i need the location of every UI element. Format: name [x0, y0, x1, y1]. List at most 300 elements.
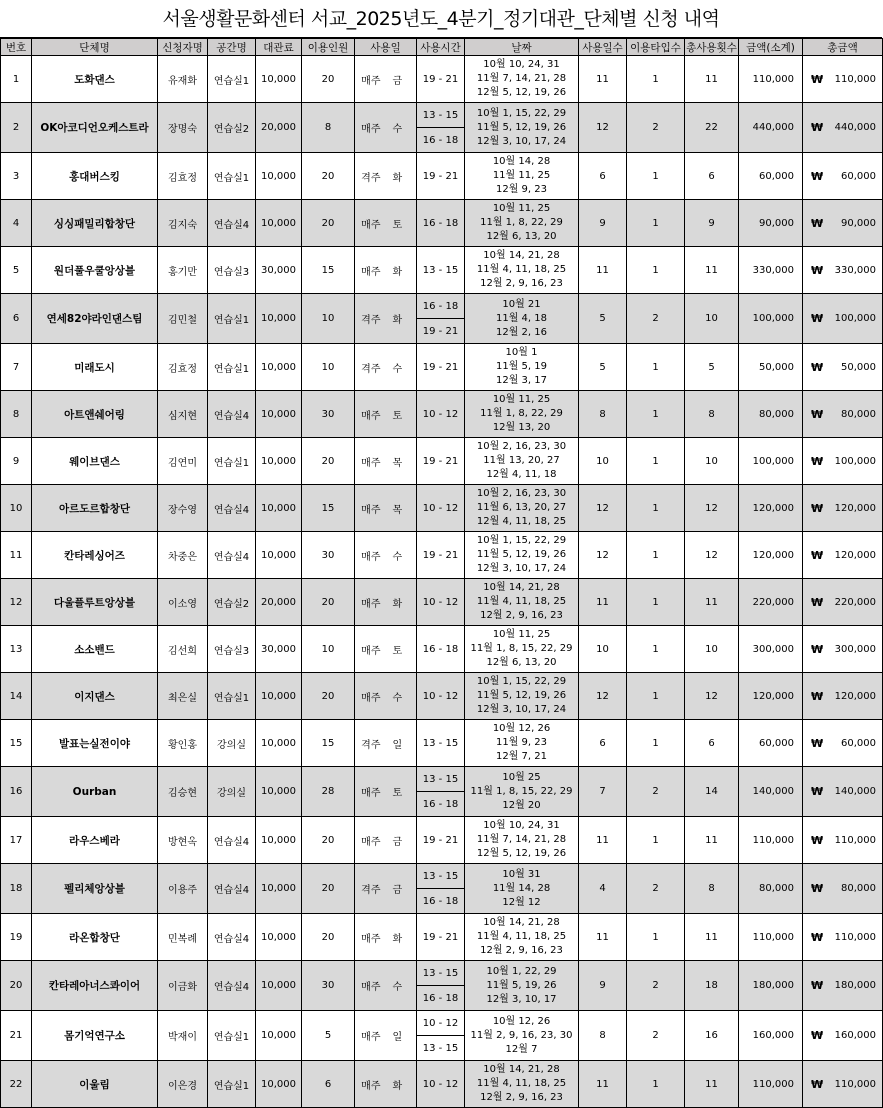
usage-type-count: 1: [627, 344, 685, 391]
grand-total-amount: 160,000: [820, 1011, 883, 1061]
rental-fee: 10,000: [256, 344, 302, 391]
applicant-name: 민복례: [158, 914, 208, 961]
applicant-name: 김효정: [158, 344, 208, 391]
usage-dates: [465, 103, 579, 153]
usage-weekday: 일: [387, 1011, 417, 1061]
date-line: 11월 5, 12, 19, 26: [476, 549, 567, 560]
group-name: 펠리체앙상블: [32, 864, 158, 914]
rental-fee: 30,000: [256, 626, 302, 673]
date-line: 11월 5, 12, 19, 26: [476, 690, 567, 701]
usage-type-count: 1: [627, 247, 685, 294]
usage-type-count: 2: [627, 961, 685, 1011]
space-name: 연습실4: [208, 485, 256, 532]
usage-days: 7: [579, 767, 627, 817]
applicant-name: 이금화: [158, 961, 208, 1011]
usage-days: 12: [579, 103, 627, 153]
usage-time: 19 - 21: [417, 914, 465, 961]
currency-symbol: ₩: [803, 864, 820, 914]
usage-cycle: 격주: [355, 344, 387, 391]
total-use-count: 11: [685, 247, 739, 294]
row-number: 3: [1, 153, 32, 200]
group-name: 라우스베라: [32, 817, 158, 864]
usage-type-count: 1: [627, 579, 685, 626]
date-line: 12월 5, 12, 19, 26: [476, 87, 567, 98]
grand-total-amount: 220,000: [820, 579, 883, 626]
usage-cycle: 격주: [355, 153, 387, 200]
subtotal-amount: 60,000: [739, 153, 803, 200]
subtotal-amount: 120,000: [739, 485, 803, 532]
date-line: 10월 12, 26: [492, 723, 551, 734]
subtotal-amount: 220,000: [739, 579, 803, 626]
date-line: 10월 14, 21, 28: [483, 917, 560, 928]
date-line: 12월 7: [505, 1043, 538, 1055]
date-line: 12월 6, 13, 20: [486, 657, 557, 668]
table-row: [1, 344, 883, 391]
table-row: [1, 579, 883, 626]
usage-days: 12: [579, 532, 627, 579]
applicant-name: 유재화: [158, 56, 208, 103]
table-row: [1, 247, 883, 294]
total-use-count: 14: [685, 767, 739, 817]
date-line: 12월 6, 13, 20: [486, 231, 557, 242]
date-line: 12월 2, 9, 16, 23: [480, 278, 563, 289]
date-line: 10월 10, 24, 31: [483, 820, 560, 831]
applicant-name: 이소영: [158, 579, 208, 626]
grand-total-amount: 80,000: [820, 864, 883, 914]
table-row: [1, 961, 883, 986]
applicant-name: 김지숙: [158, 200, 208, 247]
usage-dates: [465, 485, 579, 532]
table-row: [1, 1011, 883, 1036]
applicant-name: 장수영: [158, 485, 208, 532]
rental-fee: 10,000: [256, 961, 302, 1011]
usage-time-second: 13 - 15: [417, 1036, 465, 1061]
subtotal-amount: 330,000: [739, 247, 803, 294]
group-name: 라온합창단: [32, 914, 158, 961]
usage-dates: [465, 720, 579, 767]
grand-total-amount: 300,000: [820, 626, 883, 673]
usage-dates: [465, 532, 579, 579]
rental-fee: 20,000: [256, 579, 302, 626]
usage-time: 19 - 21: [417, 438, 465, 485]
date-line: 12월 20: [502, 799, 541, 811]
usage-type-count: 1: [627, 532, 685, 579]
group-name: 미래도시: [32, 344, 158, 391]
date-line: 10월 11, 25: [492, 394, 551, 405]
total-use-count: 10: [685, 294, 739, 344]
date-line: 11월 4, 11, 18, 25: [476, 1078, 567, 1089]
grand-total-amount: 120,000: [820, 485, 883, 532]
row-number: 2: [1, 103, 32, 153]
total-use-count: 11: [685, 817, 739, 864]
date-line: 11월 5, 19, 26: [486, 979, 557, 991]
rental-fee: 10,000: [256, 720, 302, 767]
date-line: 11월 6, 13, 20, 27: [476, 502, 567, 513]
people-count: 15: [302, 485, 355, 532]
rental-fee: 10,000: [256, 391, 302, 438]
usage-type-count: 2: [627, 767, 685, 817]
usage-cycle: 격주: [355, 720, 387, 767]
space-name: 강의실: [208, 767, 256, 817]
row-number: 5: [1, 247, 32, 294]
date-line: 10월 25: [502, 771, 541, 783]
header-total-uses: 총사용횟수: [685, 39, 739, 56]
group-name: 다울플루트앙상블: [32, 579, 158, 626]
usage-dates: [465, 247, 579, 294]
date-line: 10월 21: [502, 298, 541, 310]
usage-time-second: 16 - 18: [417, 128, 465, 153]
usage-time: 19 - 21: [417, 56, 465, 103]
usage-cycle: 매주: [355, 200, 387, 247]
usage-time-second: 16 - 18: [417, 889, 465, 914]
group-name: 칸타레아너스콰이어: [32, 961, 158, 1011]
group-name: 아르도르합창단: [32, 485, 158, 532]
header-usage-day: 사용일: [355, 39, 417, 56]
people-count: 20: [302, 56, 355, 103]
space-name: 연습실4: [208, 532, 256, 579]
table-row: [1, 1061, 883, 1108]
people-count: 20: [302, 579, 355, 626]
row-number: 15: [1, 720, 32, 767]
date-line: 12월 2, 16: [495, 326, 547, 338]
usage-time: 16 - 18: [417, 294, 465, 319]
usage-days: 11: [579, 56, 627, 103]
usage-type-count: 2: [627, 1011, 685, 1061]
usage-weekday: 화: [387, 579, 417, 626]
group-name: 칸타레싱어즈: [32, 532, 158, 579]
usage-time: 10 - 12: [417, 1061, 465, 1108]
grand-total-amount: 120,000: [820, 673, 883, 720]
people-count: 5: [302, 1011, 355, 1061]
people-count: 30: [302, 391, 355, 438]
usage-type-count: 1: [627, 626, 685, 673]
date-line: 12월 4, 11, 18, 25: [476, 516, 567, 527]
usage-dates: [465, 1061, 579, 1108]
usage-dates: [465, 767, 579, 817]
table-row: [1, 914, 883, 961]
usage-days: 11: [579, 1061, 627, 1108]
currency-symbol: ₩: [803, 485, 820, 532]
date-line: 12월 5, 12, 19, 26: [476, 848, 567, 859]
header-days: 사용일수: [579, 39, 627, 56]
usage-time: 10 - 12: [417, 673, 465, 720]
subtotal-amount: 80,000: [739, 391, 803, 438]
rental-fee: 10,000: [256, 532, 302, 579]
space-name: 강의실: [208, 720, 256, 767]
space-name: 연습실3: [208, 626, 256, 673]
usage-days: 6: [579, 720, 627, 767]
rental-fee: 10,000: [256, 864, 302, 914]
group-name: 소소밴드: [32, 626, 158, 673]
subtotal-amount: 80,000: [739, 864, 803, 914]
date-line: 10월 2, 16, 23, 30: [476, 488, 567, 499]
date-line: 11월 1, 8, 22, 29: [480, 217, 563, 228]
usage-weekday: 화: [387, 247, 417, 294]
subtotal-amount: 120,000: [739, 673, 803, 720]
total-use-count: 22: [685, 103, 739, 153]
sheet-title: 서울생활문화센터 서교_2025년도_4분기_정기대관_단체별 신청 내역: [0, 0, 882, 38]
date-line: 12월 2, 9, 16, 23: [480, 610, 563, 621]
people-count: 15: [302, 720, 355, 767]
applicant-name: 최은실: [158, 673, 208, 720]
total-use-count: 11: [685, 1061, 739, 1108]
header-date: 날짜: [465, 39, 579, 56]
date-line: 11월 1, 8, 15, 22, 29: [470, 785, 573, 797]
row-number: 22: [1, 1061, 32, 1108]
currency-symbol: ₩: [803, 438, 820, 485]
space-name: 연습실2: [208, 103, 256, 153]
space-name: 연습실1: [208, 438, 256, 485]
total-use-count: 8: [685, 391, 739, 438]
space-name: 연습실2: [208, 579, 256, 626]
total-use-count: 5: [685, 344, 739, 391]
usage-weekday: 화: [387, 153, 417, 200]
date-line: 10월 14, 21, 28: [483, 250, 560, 261]
usage-cycle: 매주: [355, 1011, 387, 1061]
subtotal-amount: 90,000: [739, 200, 803, 247]
date-line: 12월 7, 21: [495, 751, 547, 762]
currency-symbol: ₩: [803, 767, 820, 817]
total-use-count: 12: [685, 485, 739, 532]
subtotal-amount: 110,000: [739, 817, 803, 864]
currency-symbol: ₩: [803, 294, 820, 344]
usage-type-count: 2: [627, 294, 685, 344]
date-line: 10월 1, 22, 29: [486, 965, 557, 977]
people-count: 20: [302, 673, 355, 720]
usage-time: 13 - 15: [417, 247, 465, 294]
usage-days: 11: [579, 579, 627, 626]
date-line: 10월 1, 15, 22, 29: [476, 676, 567, 687]
usage-weekday: 금: [387, 864, 417, 914]
people-count: 28: [302, 767, 355, 817]
row-number: 17: [1, 817, 32, 864]
usage-dates: [465, 294, 579, 344]
group-name: Ourban: [32, 767, 158, 817]
currency-symbol: ₩: [803, 914, 820, 961]
usage-weekday: 금: [387, 817, 417, 864]
space-name: 연습실4: [208, 817, 256, 864]
usage-dates: [465, 817, 579, 864]
row-number: 9: [1, 438, 32, 485]
usage-type-count: 1: [627, 56, 685, 103]
usage-weekday: 일: [387, 720, 417, 767]
usage-cycle: 매주: [355, 438, 387, 485]
usage-weekday: 목: [387, 485, 417, 532]
usage-days: 9: [579, 200, 627, 247]
rental-fee: 10,000: [256, 767, 302, 817]
grand-total-amount: 100,000: [820, 294, 883, 344]
usage-dates: [465, 391, 579, 438]
date-line: 10월 2, 16, 23, 30: [476, 441, 567, 452]
usage-weekday: 수: [387, 961, 417, 1011]
date-line: 11월 4, 11, 18, 25: [476, 931, 567, 942]
table-row: [1, 720, 883, 767]
rental-fee: 10,000: [256, 1011, 302, 1061]
grand-total-amount: 110,000: [820, 914, 883, 961]
usage-cycle: 매주: [355, 485, 387, 532]
rental-fee: 10,000: [256, 914, 302, 961]
date-line: 11월 9, 23: [495, 737, 547, 748]
subtotal-amount: 110,000: [739, 1061, 803, 1108]
rental-fee: 30,000: [256, 247, 302, 294]
row-number: 19: [1, 914, 32, 961]
usage-type-count: 1: [627, 153, 685, 200]
rental-fee: 10,000: [256, 1061, 302, 1108]
usage-weekday: 화: [387, 914, 417, 961]
total-use-count: 12: [685, 673, 739, 720]
group-name: 싱싱패밀리합창단: [32, 200, 158, 247]
usage-weekday: 화: [387, 294, 417, 344]
application-table: [0, 38, 883, 1108]
header-time: 사용시간: [417, 39, 465, 56]
usage-weekday: 토: [387, 391, 417, 438]
date-line: 12월 3, 10, 17, 24: [476, 135, 567, 147]
usage-weekday: 수: [387, 103, 417, 153]
date-line: 12월 2, 9, 16, 23: [480, 1092, 563, 1103]
date-line: 11월 7, 14, 21, 28: [476, 73, 567, 84]
rental-fee: 10,000: [256, 485, 302, 532]
currency-symbol: ₩: [803, 579, 820, 626]
header-subtotal: 금액(소계): [739, 39, 803, 56]
applicant-name: 장명숙: [158, 103, 208, 153]
usage-dates: [465, 344, 579, 391]
row-number: 10: [1, 485, 32, 532]
usage-cycle: 매주: [355, 579, 387, 626]
header-grand-total: 총금액: [803, 39, 883, 56]
date-line: 12월 3, 10, 17: [486, 993, 557, 1005]
usage-time: 16 - 18: [417, 200, 465, 247]
grand-total-amount: 50,000: [820, 344, 883, 391]
row-number: 8: [1, 391, 32, 438]
usage-weekday: 수: [387, 344, 417, 391]
grand-total-amount: 100,000: [820, 438, 883, 485]
row-number: 12: [1, 579, 32, 626]
currency-symbol: ₩: [803, 626, 820, 673]
date-line: 11월 1, 8, 22, 29: [480, 408, 563, 419]
space-name: 연습실1: [208, 56, 256, 103]
usage-dates: [465, 153, 579, 200]
table-row: [1, 294, 883, 319]
usage-cycle: 매주: [355, 626, 387, 673]
row-number: 18: [1, 864, 32, 914]
usage-dates: [465, 1011, 579, 1061]
table-row: [1, 767, 883, 792]
usage-weekday: 토: [387, 767, 417, 817]
applicant-name: 황인홍: [158, 720, 208, 767]
row-number: 6: [1, 294, 32, 344]
applicant-name: 김승현: [158, 767, 208, 817]
people-count: 20: [302, 438, 355, 485]
table-row: [1, 103, 883, 128]
applicant-name: 김효정: [158, 153, 208, 200]
header-fee: 대관료: [256, 39, 302, 56]
date-line: 10월 1, 15, 22, 29: [476, 107, 567, 119]
usage-cycle: 매주: [355, 961, 387, 1011]
applicant-name: 김연미: [158, 438, 208, 485]
table-row: [1, 817, 883, 864]
usage-days: 4: [579, 864, 627, 914]
people-count: 30: [302, 532, 355, 579]
usage-type-count: 1: [627, 438, 685, 485]
date-line: 10월 12, 26: [492, 1015, 551, 1027]
table-row: [1, 485, 883, 532]
usage-time: 10 - 12: [417, 579, 465, 626]
usage-days: 10: [579, 626, 627, 673]
usage-days: 5: [579, 344, 627, 391]
space-name: 연습실1: [208, 1011, 256, 1061]
total-use-count: 10: [685, 626, 739, 673]
date-line: 11월 5, 19: [495, 361, 547, 372]
usage-cycle: 매주: [355, 103, 387, 153]
people-count: 20: [302, 153, 355, 200]
rental-fee: 10,000: [256, 673, 302, 720]
applicant-name: 김선희: [158, 626, 208, 673]
people-count: 20: [302, 817, 355, 864]
date-line: 10월 14, 21, 28: [483, 582, 560, 593]
table-row: [1, 864, 883, 889]
group-name: 웨이브댄스: [32, 438, 158, 485]
grand-total-amount: 120,000: [820, 532, 883, 579]
usage-cycle: 격주: [355, 864, 387, 914]
usage-type-count: 1: [627, 391, 685, 438]
usage-dates: [465, 200, 579, 247]
usage-days: 5: [579, 294, 627, 344]
subtotal-amount: 140,000: [739, 767, 803, 817]
usage-type-count: 1: [627, 673, 685, 720]
header-applicant: 신청자명: [158, 39, 208, 56]
usage-time: 13 - 15: [417, 767, 465, 792]
date-line: 12월 13, 20: [492, 422, 551, 433]
header-group: 단체명: [32, 39, 158, 56]
usage-cycle: 매주: [355, 532, 387, 579]
group-name: 홍대버스킹: [32, 153, 158, 200]
usage-time: 19 - 21: [417, 153, 465, 200]
space-name: 연습실3: [208, 247, 256, 294]
usage-dates: [465, 56, 579, 103]
grand-total-amount: 110,000: [820, 56, 883, 103]
rental-fee: 10,000: [256, 294, 302, 344]
space-name: 연습실1: [208, 1061, 256, 1108]
usage-type-count: 1: [627, 914, 685, 961]
row-number: 7: [1, 344, 32, 391]
total-use-count: 11: [685, 914, 739, 961]
usage-type-count: 1: [627, 817, 685, 864]
usage-time: 19 - 21: [417, 344, 465, 391]
applicant-name: 차중은: [158, 532, 208, 579]
usage-time: 10 - 12: [417, 391, 465, 438]
people-count: 10: [302, 626, 355, 673]
people-count: 20: [302, 864, 355, 914]
subtotal-amount: 300,000: [739, 626, 803, 673]
applicant-name: 방현옥: [158, 817, 208, 864]
currency-symbol: ₩: [803, 961, 820, 1011]
usage-weekday: 금: [387, 56, 417, 103]
date-line: 10월 14, 21, 28: [483, 1064, 560, 1075]
currency-symbol: ₩: [803, 1011, 820, 1061]
usage-time: 16 - 18: [417, 626, 465, 673]
currency-symbol: ₩: [803, 103, 820, 153]
date-line: 12월 9, 23: [495, 184, 547, 195]
space-name: 연습실1: [208, 673, 256, 720]
usage-type-count: 1: [627, 200, 685, 247]
usage-days: 11: [579, 247, 627, 294]
usage-time: 13 - 15: [417, 864, 465, 889]
grand-total-amount: 110,000: [820, 1061, 883, 1108]
table-row: [1, 626, 883, 673]
usage-type-count: 1: [627, 720, 685, 767]
space-name: 연습실4: [208, 391, 256, 438]
total-use-count: 9: [685, 200, 739, 247]
